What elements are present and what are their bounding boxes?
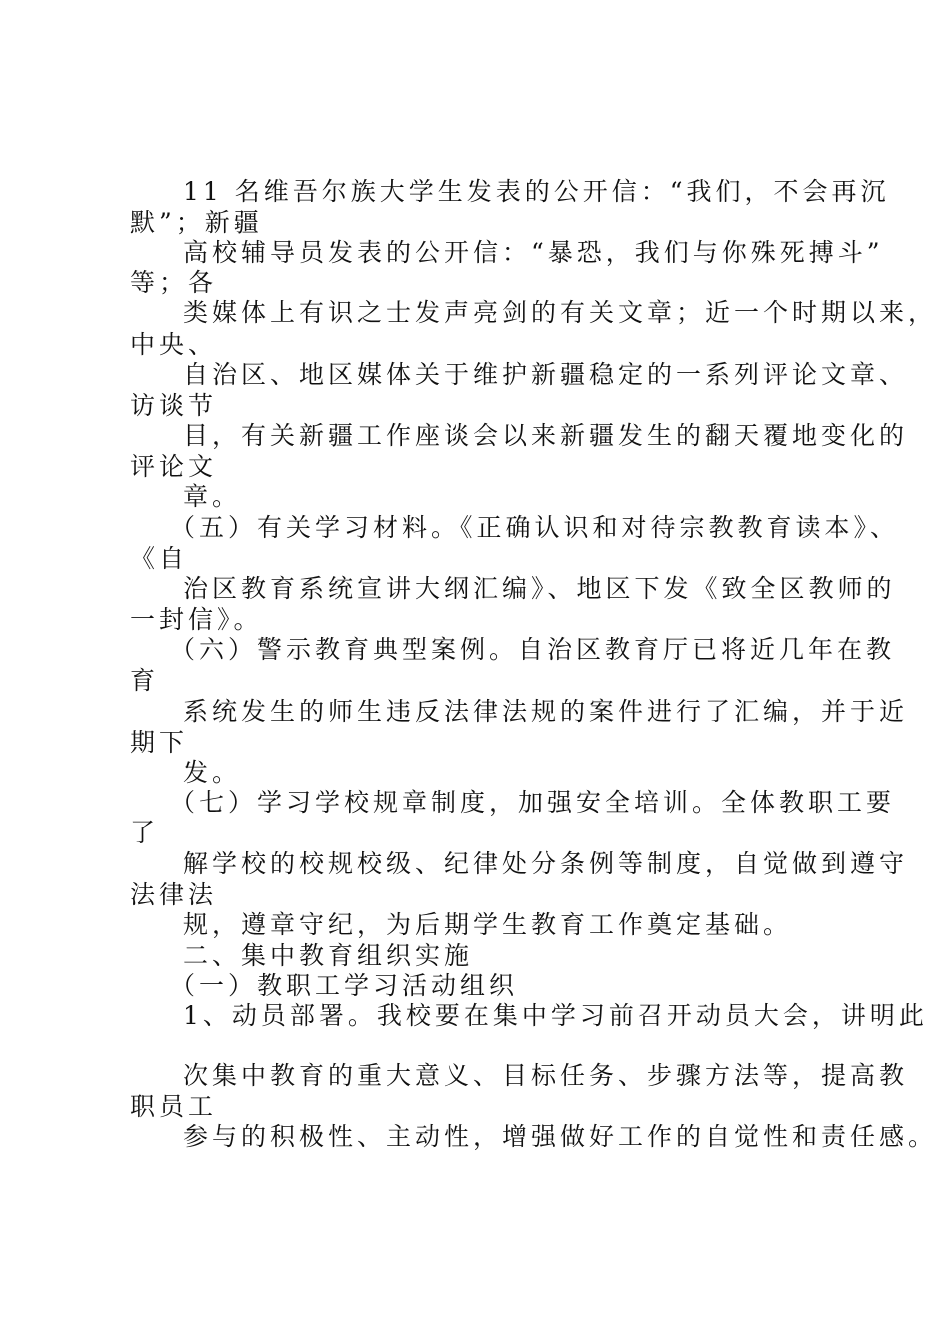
text-line: 系统发生的师生违反法律法规的案件进行了汇编，并于近 [183, 697, 909, 726]
text-line: 发。 [183, 758, 242, 787]
text-line: 高校辅导员发表的公开信：“暴恐，我们与你殊死搏斗” [183, 238, 884, 267]
text-line: 章。 [183, 482, 242, 511]
subsection-heading: （一）教职工学习活动组织 [170, 971, 519, 1000]
text-line: 1、动员部署。我校要在集中学习前召开动员大会，讲明此 [183, 1001, 928, 1030]
text-line: 等；各 [130, 268, 218, 297]
text-line: 职员工 [130, 1092, 218, 1121]
text-line: 了 [130, 818, 160, 847]
text-line: 评论文 [130, 452, 218, 481]
text-line: 目，有关新疆工作座谈会以来新疆发生的翻天覆地变化的 [183, 421, 909, 450]
section-heading: （六）警示教育典型案例。自治区教育厅已将近几年在教 [170, 635, 896, 664]
text-line: 默”；新疆 [130, 208, 263, 237]
text-line: 参与的积极性、主动性，增强做好工作的自觉性和责任感。 [183, 1122, 938, 1151]
text-line: 《自 [130, 544, 189, 573]
text-line: 规，遵章守纪，为后期学生教育工作奠定基础。 [183, 910, 793, 939]
text-line: 类媒体上有识之士发声亮剑的有关文章；近一个时期以来， [183, 298, 938, 327]
text-line: 次集中教育的重大意义、目标任务、步骤方法等，提高教 [183, 1061, 909, 1090]
section-heading: 二、集中教育组织实施 [183, 941, 474, 970]
text-line: 解学校的校规校级、纪律处分条例等制度，自觉做到遵守 [183, 849, 909, 878]
text-line: 期下 [130, 728, 189, 757]
text-line: 11 名维吾尔族大学生发表的公开信：“我们，不会再沉 [183, 177, 890, 206]
text-line: 一封信》。 [130, 605, 263, 634]
text-line: 法律法 [130, 880, 218, 909]
text-line: 自治区、地区媒体关于维护新疆稳定的一系列评论文章、 [183, 360, 909, 389]
text-line: 中央、 [130, 330, 218, 359]
text-line: 访谈节 [130, 391, 218, 420]
text-line: 治区教育系统宣讲大纲汇编》、地区下发《致全区教师的 [183, 574, 896, 603]
section-heading: （七）学习学校规章制度，加强安全培训。全体教职工要 [170, 788, 896, 817]
text-line: 育 [130, 666, 160, 695]
section-heading: （五）有关学习材料。《正确认识和对待宗教教育读本》、 [170, 513, 900, 542]
